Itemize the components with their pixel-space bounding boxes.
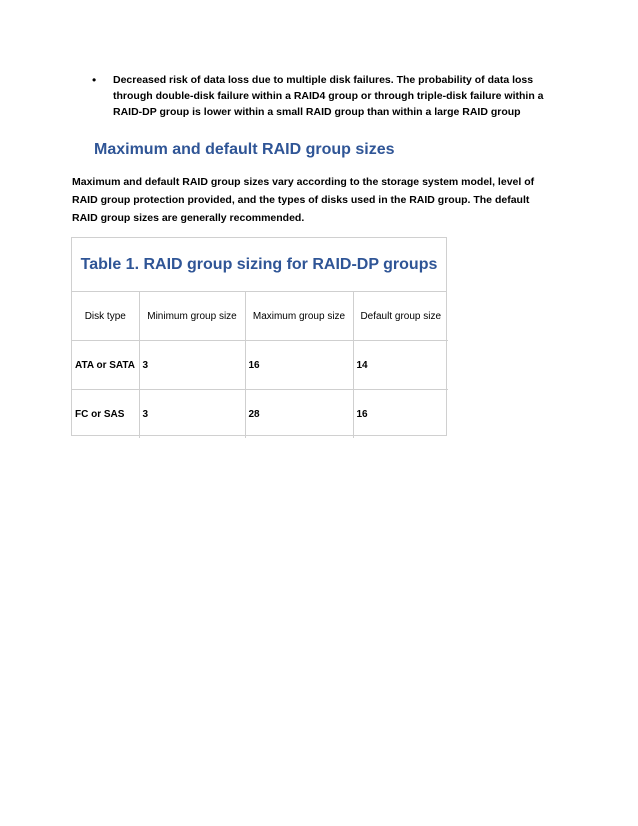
header-default-group-size: Default group size [353,292,448,341]
cell-maximum: 28 [245,390,353,439]
section-heading: Maximum and default RAID group sizes [94,141,395,158]
bullet-marker: • [92,73,97,87]
raid-sizing-table [71,237,447,436]
header-disk-type: Disk type [72,292,139,341]
bullet-text: Decreased risk of data loss due to multiple disk failures. The probability of data loss through double-disk failure within a RAID4 group or through triple-disk failure within a RAID-DP group is lower within a small RAID group than within a large RAID group [113,74,544,118]
cell-disk-type: ATA or SATA [72,341,139,390]
section-paragraph: Maximum and default RAID group sizes vary according to the storage system model, level of RAID group protection provided, and the types of disks used in the RAID group. The default RAID group sizes are generally recommended. [72,176,535,224]
table-row [72,341,448,390]
cell-disk-type: FC or SAS [72,390,139,439]
cell-maximum: 16 [245,341,353,390]
cell-minimum: 3 [139,341,245,390]
bullet-list-item [92,72,572,120]
table-header-row [72,292,448,341]
cell-default: 14 [353,341,448,390]
table-grid [72,292,448,438]
cell-default: 16 [353,390,448,439]
cell-minimum: 3 [139,390,245,439]
header-minimum-group-size: Minimum group size [139,292,245,341]
table-row [72,390,448,439]
header-maximum-group-size: Maximum group size [245,292,353,341]
table-caption: Table 1. RAID group sizing for RAID-DP groups [72,238,446,292]
